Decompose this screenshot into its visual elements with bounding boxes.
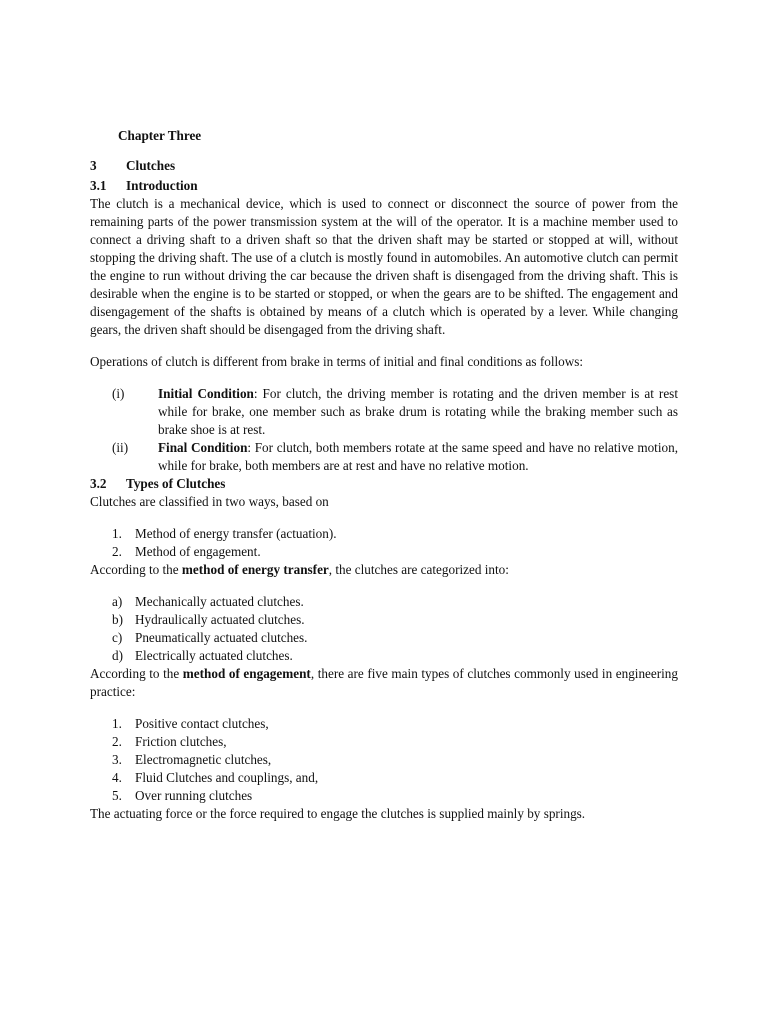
- list-item: [90, 543, 678, 561]
- list-item: [90, 751, 678, 769]
- sentence-part: According to the: [90, 562, 182, 577]
- list-item-text: Method of engagement.: [135, 544, 261, 559]
- list-marker: 2.: [112, 544, 122, 559]
- condition-text: : For clutch, both members rotate at the same speed and have no relative motion, while for brake, both members are at rest and have no relative motion.: [158, 440, 678, 473]
- section-number: 3.2: [90, 476, 107, 491]
- list-item-text: Over running clutches: [135, 788, 253, 803]
- list-item-text: Electromagnetic clutches,: [135, 752, 272, 767]
- list-item: [90, 787, 678, 805]
- classified-intro: Clutches are classified in two ways, based on: [90, 494, 329, 509]
- list-item-text: Friction clutches,: [135, 734, 227, 749]
- list-item: [90, 525, 678, 543]
- actuation-list: [90, 593, 678, 665]
- section-title: Types of Clutches: [126, 476, 226, 491]
- section-title: Clutches: [126, 158, 176, 173]
- list-item-text: Electrically actuated clutches.: [135, 648, 293, 663]
- list-item-text: Pneumatically actuated clutches.: [135, 630, 308, 645]
- list-marker: b): [112, 612, 123, 627]
- operations-paragraph: Operations of clutch is different from brake in terms of initial and final conditions as follows:: [90, 354, 584, 369]
- chapter-title: Chapter Three: [118, 128, 202, 143]
- list-marker: 2.: [112, 734, 122, 749]
- list-item: [90, 769, 678, 787]
- list-item-text: Method of energy transfer (actuation).: [135, 526, 337, 541]
- section-title: Introduction: [126, 178, 198, 193]
- conditions-list: [90, 385, 678, 475]
- condition-text: : For clutch, the driving member is rotating and the driven member is at rest while for brake, one member such as brake drum is rotating while the braking member such as brake shoe is at rest.: [158, 386, 678, 437]
- list-marker: 3.: [112, 752, 122, 767]
- energy-transfer-sentence: [90, 561, 678, 579]
- intro-paragraph: The clutch is a mechanical device, which is used to connect or disconnect the source of power from the remaining parts of the power transmission system at the will of the operator. It is a machine member used to connect a driving shaft to a driven shaft so that the driven shaft may be started or stopped at will, without stopping the driving shaft. The use of a clutch is mostly found in automobiles. An automotive clutch can permit the engine to run without driving the car because the driven shaft is disengaged from the driving shaft. This is desirable when the engine is to be started or stopped, or when the gears are to be shifted. The engagement and disengagement of the shafts is obtained by means of a clutch which is operated by a lever. While changing gears, the driven shaft should be disengaged from the driving shaft.: [90, 196, 678, 337]
- list-item: [90, 629, 678, 647]
- condition-term: Initial Condition: [158, 386, 254, 401]
- list-marker: 1.: [112, 716, 122, 731]
- sentence-part: According to the: [90, 666, 183, 681]
- list-item-text: Fluid Clutches and couplings, and,: [135, 770, 319, 785]
- list-item: [90, 611, 678, 629]
- list-item: [90, 647, 678, 665]
- list-marker: 4.: [112, 770, 122, 785]
- list-item: [90, 385, 678, 439]
- list-marker: a): [112, 594, 123, 609]
- list-marker: (ii): [112, 440, 129, 455]
- bold-term: method of engagement: [182, 666, 311, 681]
- section-3-heading: [90, 157, 678, 175]
- closing-paragraph: The actuating force or the force required to engage the clutches is supplied mainly by springs.: [90, 806, 586, 821]
- list-marker: c): [112, 630, 123, 645]
- list-item: [90, 593, 678, 611]
- list-item-text: Hydraulically actuated clutches.: [135, 612, 305, 627]
- sentence-part: , the clutches are categorized into:: [328, 562, 509, 577]
- list-item: [90, 733, 678, 751]
- document-body: [90, 127, 678, 823]
- section-3-1-heading: [90, 177, 678, 195]
- list-marker: d): [112, 648, 123, 663]
- section-number: 3: [90, 158, 97, 173]
- list-item-text: Mechanically actuated clutches.: [135, 594, 304, 609]
- section-number: 3.1: [90, 178, 107, 193]
- engagement-list: [90, 715, 678, 805]
- list-marker: 1.: [112, 526, 122, 541]
- bold-term: method of energy transfer: [181, 562, 329, 577]
- list-marker: (i): [112, 386, 125, 401]
- classification-list: [90, 525, 678, 561]
- sentence-part: , there are five main types of clutches commonly used in engineering practice:: [90, 666, 678, 699]
- condition-term: Final Condition: [158, 440, 248, 455]
- list-item-text: Positive contact clutches,: [135, 716, 269, 731]
- list-item: [90, 439, 678, 475]
- section-3-2-heading: [90, 475, 678, 493]
- list-marker: 5.: [112, 788, 122, 803]
- list-item: [90, 715, 678, 733]
- engagement-sentence: [90, 665, 678, 701]
